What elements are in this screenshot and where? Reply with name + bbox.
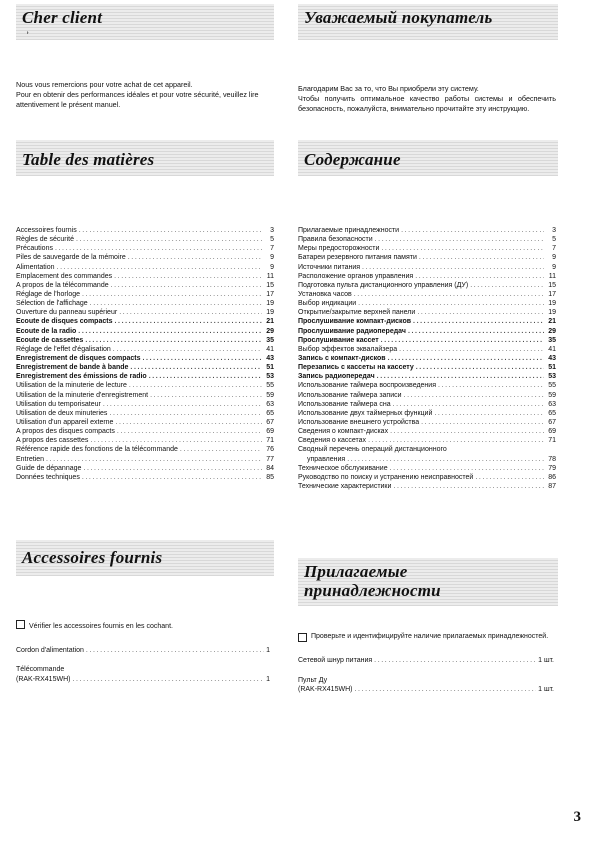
toc-entry-title: Прослушивание компакт-дисков	[298, 318, 412, 326]
toc-entry	[16, 308, 274, 317]
toc-entry-page: 5	[270, 236, 274, 244]
toc-entry-page: 3	[552, 226, 556, 234]
toc-entry-page: 9	[552, 254, 556, 262]
heading-toc-ru: Содержание	[304, 150, 401, 169]
toc-entry	[298, 436, 556, 445]
toc-entry-title: Сводный перечень операций дистанционного	[298, 446, 447, 454]
toc-entry-page: 76	[266, 446, 274, 454]
toc-entry	[16, 473, 274, 482]
acc-remote-model-fr: (RAK-RX415WH)	[16, 675, 71, 683]
toc-entry	[298, 308, 556, 317]
toc-entry	[298, 253, 556, 262]
toc-entry	[16, 436, 274, 445]
toc-entry-title: Использование внешнего устройства	[298, 418, 420, 426]
toc-entry-page: 9	[270, 263, 274, 271]
toc-entry-page: 9	[552, 263, 556, 271]
toc-list-ru	[298, 226, 556, 491]
toc-entry	[16, 253, 274, 262]
toc-entry-title: Прилагаемые принадлежности	[298, 226, 400, 234]
toc-entry-page: 41	[266, 345, 274, 353]
toc-entry	[298, 281, 556, 290]
toc-entry	[298, 299, 556, 308]
acc-remote-qty-ru: 1 шт.	[538, 686, 554, 693]
toc-entry	[298, 272, 556, 281]
heading-cher-client: Cher client	[22, 8, 103, 27]
toc-entry-title: Référence rapide des fonctions de la télécommande	[16, 446, 178, 454]
toc-entry	[16, 272, 274, 281]
toc-entry-title: Enregistrement de disques compacts	[16, 354, 141, 362]
toc-entry-title: Техническое обслуживание	[298, 464, 388, 472]
toc-entry-page: 71	[266, 437, 274, 445]
toc-entry-page: 19	[266, 300, 274, 308]
toc-entry	[16, 345, 274, 354]
toc-entry-page: 29	[548, 327, 556, 335]
toc-entry	[298, 317, 556, 326]
toc-entry	[298, 372, 556, 381]
toc-entry	[16, 381, 274, 390]
heading-toc-fr: Table des matières	[22, 150, 155, 169]
toc-entry-title: Ecoute de la radio	[16, 327, 77, 335]
toc-entry	[298, 327, 556, 336]
toc-entry-title: Сведения о компакт-дисках	[298, 428, 389, 436]
toc-entry-title: Guide de dépannage	[16, 464, 82, 472]
toc-entry-page: 21	[548, 318, 556, 326]
toc-entry-title: Ecoute de disques compacts	[16, 318, 113, 326]
toc-entry-page: 21	[266, 318, 274, 326]
acc-cord-row-fr	[16, 646, 270, 656]
toc-entry	[298, 427, 556, 436]
toc-entry-page: 86	[548, 473, 556, 481]
acc-remote-row-ru	[298, 685, 554, 695]
toc-entry	[298, 418, 556, 427]
toc-entry-title: Установка часов	[298, 290, 352, 298]
toc-entry-page: 11	[266, 272, 274, 280]
toc-entry-title: Accessoires fournis	[16, 226, 77, 234]
toc-entry-page: 53	[548, 373, 556, 381]
toc-entry	[298, 473, 556, 482]
acc-block-fr	[16, 620, 270, 684]
toc-entry-page: 85	[266, 473, 274, 481]
toc-entry-page: 29	[266, 327, 274, 335]
intro-ru	[298, 84, 556, 115]
toc-entry	[298, 363, 556, 372]
toc-entry-title: Руководство по поиску и устранению неисправностей	[298, 473, 474, 481]
toc-entry-title: Выбор индикации	[298, 300, 357, 308]
toc-entry-title: Utilisation de la minuterie d'enregistrement	[16, 391, 149, 399]
toc-entry-title: Ecoute de cassettes	[16, 336, 84, 344]
toc-entry-page: 11	[548, 272, 556, 280]
checkbox-icon[interactable]	[298, 633, 307, 642]
toc-entry-title: Технические характеристики	[298, 482, 392, 490]
toc-entry	[16, 327, 274, 336]
toc-entry	[298, 226, 556, 235]
toc-entry	[298, 464, 556, 473]
toc-entry-title: A propos des disques compacts	[16, 428, 115, 436]
toc-entry-page: 19	[548, 300, 556, 308]
toc-entry-title: Запись радиопередач	[298, 373, 375, 381]
toc-entry	[298, 445, 556, 463]
heading-acc-ru	[304, 562, 441, 600]
toc-entry	[16, 418, 274, 427]
toc-entry-title: Utilisation de deux minuteries	[16, 409, 108, 417]
header-band-toc-ru	[298, 140, 558, 176]
toc-entry	[298, 354, 556, 363]
toc-entry-title: Piles de sauvegarde de la mémoire	[16, 254, 126, 262]
acc-cord-label-ru: Сетевой шнур питания	[298, 657, 373, 664]
toc-entry	[16, 391, 274, 400]
acc-check-text-ru: Проверьте и идентифицируйте наличие прилагаемых принадлежностей.	[311, 633, 549, 640]
toc-entry	[298, 244, 556, 253]
toc-entry-title: Сведения о кассетах	[298, 437, 367, 445]
toc-entry-page: 87	[548, 482, 556, 490]
header-band-acc-ru	[298, 558, 558, 606]
toc-entry-title: Alimentation	[16, 263, 55, 271]
toc-entry-page: 17	[266, 290, 274, 298]
toc-entry-title: Подготовка пульта дистанционного управления (ДУ)	[298, 281, 469, 289]
toc-entry	[16, 445, 274, 454]
toc-entry-page: 78	[548, 455, 556, 463]
toc-entry-title: Открытие/закрытие верхней панели	[298, 309, 416, 317]
toc-list-fr	[16, 226, 274, 482]
toc-entry	[16, 244, 274, 253]
header-band-toc-fr	[16, 140, 274, 176]
acc-block-ru	[298, 632, 554, 695]
acc-check-text-fr: Vérifier les accessoires fournis en les cochant.	[29, 623, 173, 630]
toc-entry-page: 35	[266, 336, 274, 344]
toc-entry	[298, 391, 556, 400]
toc-entry-title: Правила безопасности	[298, 236, 373, 244]
toc-entry-page: 63	[266, 400, 274, 408]
acc-cord-qty-ru: 1 шт.	[538, 657, 554, 664]
toc-entry-title: Utilisation du temporisateur	[16, 400, 101, 408]
toc-entry	[16, 400, 274, 409]
header-band-cher-client	[16, 4, 274, 40]
toc-entry-page: 19	[266, 309, 274, 317]
toc-entry-page: 55	[266, 382, 274, 390]
acc-cord-label-fr: Cordon d'alimentation	[16, 646, 84, 654]
toc-entry	[16, 427, 274, 436]
toc-entry-title: Règles de sécurité	[16, 236, 74, 244]
toc-entry-title: Запись с компакт-дисков	[298, 354, 386, 362]
toc-entry-title: Использование таймера воспроизведения	[298, 382, 436, 390]
toc-entry	[298, 409, 556, 418]
intro-fr	[16, 80, 274, 111]
toc-entry	[298, 381, 556, 390]
toc-entry-title: Sélection de l'affichage	[16, 300, 88, 308]
toc-entry-page: 3	[270, 226, 274, 234]
intro-ru-line-2: Чтобы получить оптимальное качество работы системы и обеспечить безопасность, пожалуйста, внимательно прочитайте эту инструкцию.	[298, 94, 556, 114]
acc-remote-label-fr: Télécommande	[16, 666, 65, 673]
toc-entry-page: 15	[266, 281, 274, 289]
toc-entry-title: Меры предосторожности	[298, 245, 380, 253]
toc-entry	[16, 455, 274, 464]
toc-entry-title: Précautions	[16, 245, 53, 253]
intro-fr-line-2: Pour en obtenir des performances idéales et pour votre sécurité, veuillez lire attentivement le présent manuel.	[16, 90, 259, 110]
intro-fr-line-1: Nous vous remercions pour votre achat de cet appareil.	[16, 80, 193, 89]
toc-entry-page: 65	[266, 409, 274, 417]
toc-entry-page: 41	[548, 345, 556, 353]
toc-entry	[16, 464, 274, 473]
heading-acc-ru-line-2: принадлежности	[304, 581, 441, 600]
toc-entry-page: 67	[548, 418, 556, 426]
toc-entry	[298, 482, 556, 491]
toc-entry-page: 7	[270, 245, 274, 253]
toc-entry-page: 69	[548, 428, 556, 436]
toc-entry	[16, 235, 274, 244]
toc-entry	[16, 409, 274, 418]
toc-entry-title: Перезапись с кассеты на кассету	[298, 364, 414, 372]
toc-entry-title: Emplacement des commandes	[16, 272, 113, 280]
toc-entry-title: Источники питания	[298, 263, 361, 271]
toc-entry-title: Прослушивание кассет	[298, 336, 379, 344]
intro-ru-line-1: Благодарим Вас за то, что Вы приобрели эту систему.	[298, 84, 479, 93]
toc-entry	[298, 400, 556, 409]
toc-entry-title: Прослушивание радиопередач	[298, 327, 406, 335]
toc-entry-page: 7	[552, 245, 556, 253]
toc-entry-page: 15	[548, 281, 556, 289]
toc-entry-page: 59	[548, 391, 556, 399]
toc-entry-page: 77	[266, 455, 274, 463]
toc-entry-page: 63	[548, 400, 556, 408]
acc-remote-row-fr	[16, 675, 270, 685]
toc-entry	[16, 263, 274, 272]
toc-entry	[16, 363, 274, 372]
header-band-acc-fr	[16, 540, 274, 576]
toc-entry-title: Réglage de l'effet d'égalisation	[16, 345, 111, 353]
toc-entry-page: 35	[548, 336, 556, 344]
acc-cord-row-ru	[298, 656, 554, 666]
toc-entry-title: Réglage de l'horloge	[16, 290, 80, 298]
toc-entry-page: 17	[548, 290, 556, 298]
toc-entry-page: 65	[548, 409, 556, 417]
toc-entry-title-cont: управления	[307, 455, 346, 463]
acc-remote-model-ru: (RAK-RX415WH)	[298, 686, 353, 693]
toc-entry-page: 79	[548, 464, 556, 472]
toc-entry	[298, 263, 556, 272]
heading-acc-fr: Accessoires fournis	[22, 548, 163, 567]
acc-check-row-fr	[16, 620, 270, 632]
toc-entry-title: Entretien	[16, 455, 45, 463]
toc-entry	[298, 235, 556, 244]
toc-entry-page: 69	[266, 428, 274, 436]
toc-entry-title: Utilisation d'un appareil externe	[16, 418, 114, 426]
toc-entry-title: A propos de la télécommande	[16, 281, 109, 289]
heading-uvazhaemyi: Уважаемый покупатель	[304, 8, 493, 27]
toc-entry	[16, 372, 274, 381]
toc-entry-page: 84	[266, 464, 274, 472]
checkbox-icon[interactable]	[16, 620, 25, 629]
toc-entry	[16, 354, 274, 363]
heading-acc-ru-line-1: Прилагаемые	[304, 562, 408, 581]
toc-entry-page: 43	[266, 354, 274, 362]
page-number: 3	[573, 809, 581, 825]
toc-entry-title: Использование двух таймерных функций	[298, 409, 433, 417]
toc-entry-title: Батареи резервного питания памяти	[298, 254, 417, 262]
toc-entry-title: Использование таймера сна	[298, 400, 391, 408]
toc-entry-page: 71	[548, 437, 556, 445]
toc-entry-title: Enregistrement des émissions de radio	[16, 373, 147, 381]
toc-entry-page: 43	[548, 354, 556, 362]
toc-entry-page: 55	[548, 382, 556, 390]
toc-entry-title: Enregistrement de bande à bande	[16, 364, 129, 372]
toc-entry-title: Utilisation de la minuterie de lecture	[16, 382, 127, 390]
toc-entry-page: 5	[552, 236, 556, 244]
toc-entry-title: Выбор эффектов эквалайзера	[298, 345, 398, 353]
acc-check-row-ru	[298, 632, 554, 642]
toc-entry-page: 53	[266, 373, 274, 381]
toc-entry	[16, 317, 274, 326]
toc-entry	[298, 345, 556, 354]
toc-entry-page: 9	[270, 254, 274, 262]
toc-entry-title: Ouverture du panneau supérieur	[16, 309, 118, 317]
print-speck: ˒	[26, 26, 30, 37]
toc-entry-page: 19	[548, 309, 556, 317]
toc-entry	[298, 336, 556, 345]
toc-entry-title: Расположение органов управления	[298, 272, 414, 280]
toc-entry-page: 67	[266, 418, 274, 426]
header-band-uvazhaemyi	[298, 4, 558, 40]
toc-entry-title: Использование таймера записи	[298, 391, 402, 399]
toc-entry-title: Données techniques	[16, 473, 80, 481]
acc-remote-label-ru: Пульт Ду	[298, 676, 328, 684]
toc-entry	[16, 299, 274, 308]
toc-entry-page: 59	[266, 391, 274, 399]
toc-entry	[16, 290, 274, 299]
toc-entry-title: A propos des cassettes	[16, 437, 89, 445]
toc-entry-page: 51	[266, 364, 274, 372]
toc-entry	[16, 281, 274, 290]
acc-cord-qty-fr: 1	[266, 646, 270, 654]
toc-entry-page: 51	[548, 364, 556, 372]
acc-remote-qty-fr: 1	[266, 675, 270, 683]
toc-entry	[16, 226, 274, 235]
toc-entry	[16, 336, 274, 345]
toc-entry	[298, 290, 556, 299]
